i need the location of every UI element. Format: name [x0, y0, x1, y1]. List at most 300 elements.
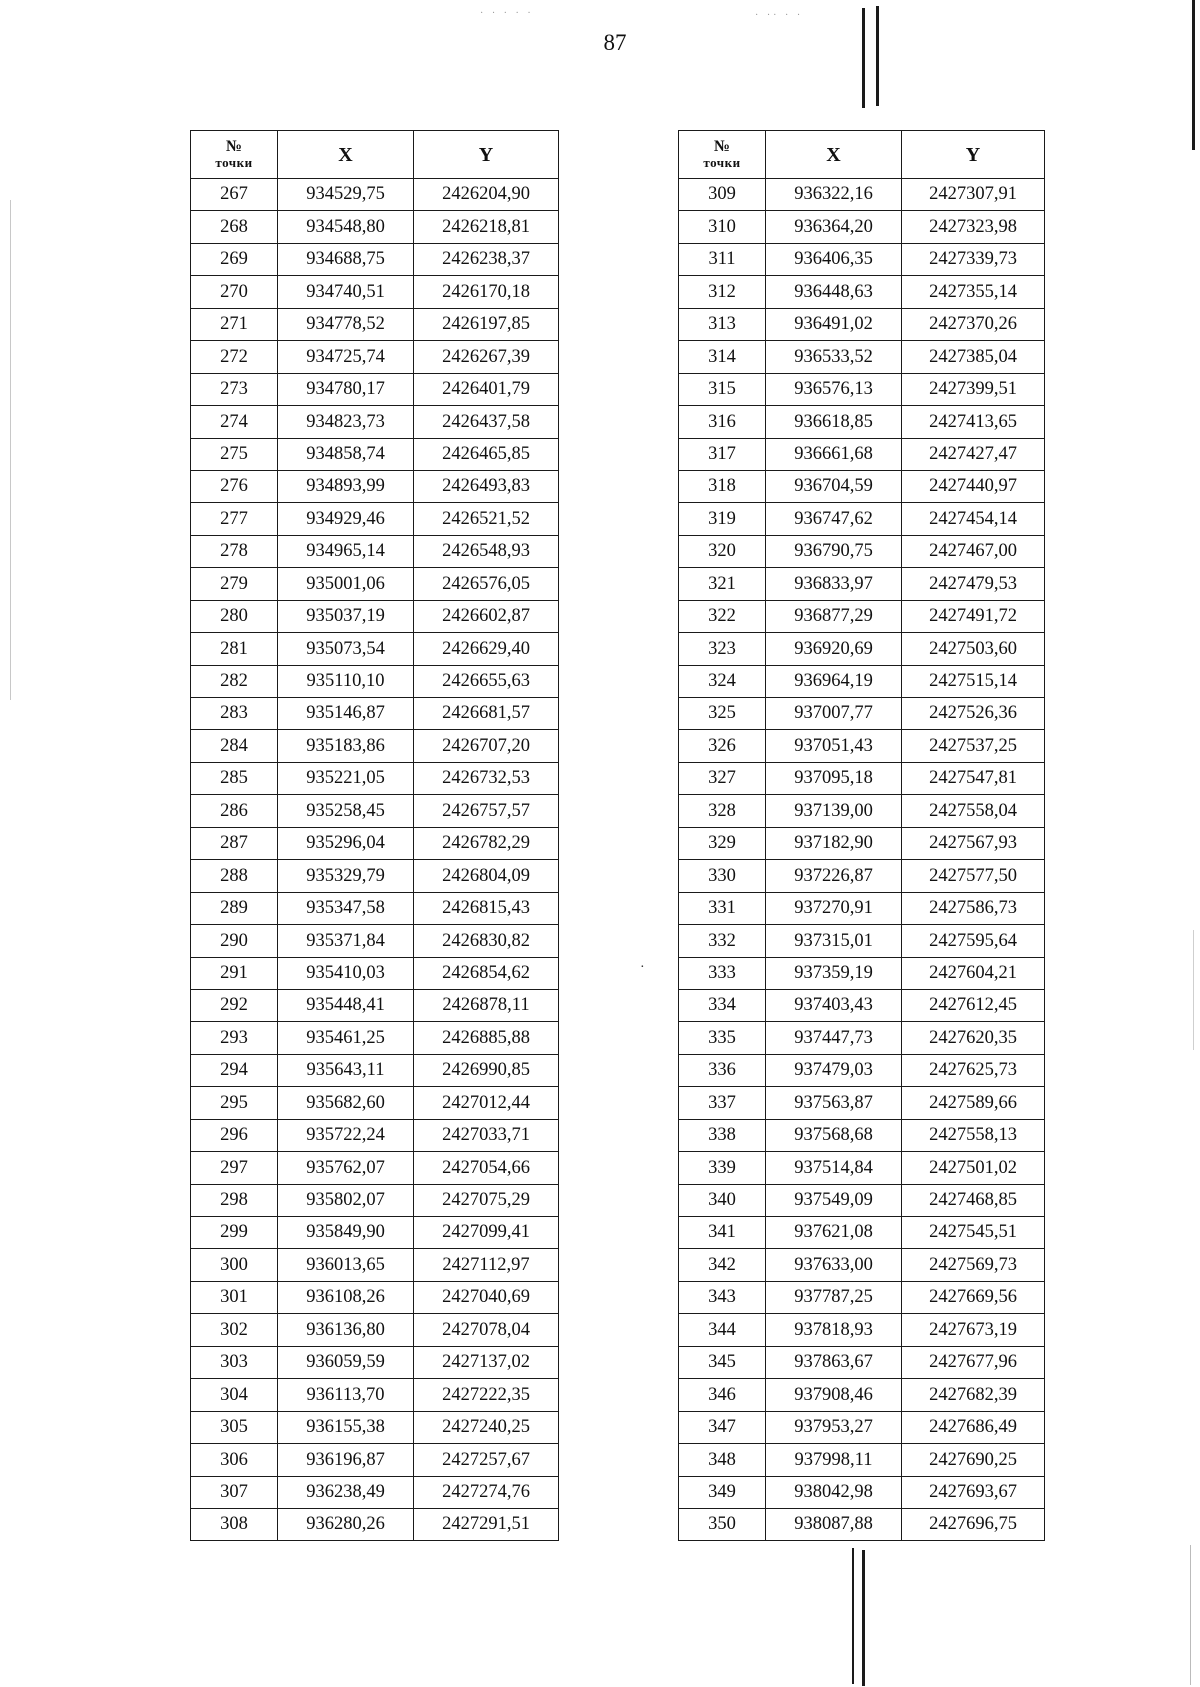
point-number-cell: 282	[191, 665, 278, 697]
y-coordinate-cell: 2426197,85	[414, 308, 559, 340]
point-number-cell: 293	[191, 1022, 278, 1054]
x-coordinate-cell: 934965,14	[278, 535, 414, 567]
x-coordinate-cell: 937139,00	[766, 795, 902, 827]
y-coordinate-cell: 2426465,85	[414, 438, 559, 470]
table-row	[679, 1054, 1045, 1086]
point-number-cell: 270	[191, 276, 278, 308]
page-number: 87	[603, 30, 627, 55]
table-row	[679, 1476, 1045, 1508]
point-number-cell: 284	[191, 730, 278, 762]
x-coordinate-cell: 937514,84	[766, 1152, 902, 1184]
y-coordinate-cell: 2427222,35	[414, 1379, 559, 1411]
point-number-cell: 311	[679, 243, 766, 275]
table-row	[191, 600, 559, 632]
y-coordinate-cell: 2426548,93	[414, 535, 559, 567]
y-coordinate-cell: 2426854,62	[414, 957, 559, 989]
point-number-cell: 340	[679, 1184, 766, 1216]
y-coordinate-cell: 2426576,05	[414, 568, 559, 600]
point-number-cell: 324	[679, 665, 766, 697]
point-number-cell: 338	[679, 1119, 766, 1151]
table-row	[679, 308, 1045, 340]
point-number-cell: 333	[679, 957, 766, 989]
point-number-cell: 276	[191, 470, 278, 502]
point-number-cell: 326	[679, 730, 766, 762]
y-coordinate-cell: 2426707,20	[414, 730, 559, 762]
point-number-cell: 268	[191, 211, 278, 243]
y-coordinate-cell: 2426732,53	[414, 762, 559, 794]
y-coordinate-cell: 2427468,85	[902, 1184, 1045, 1216]
point-number-cell: 302	[191, 1314, 278, 1346]
table-row	[191, 1152, 559, 1184]
table-row	[191, 925, 559, 957]
y-coordinate-cell: 2427399,51	[902, 373, 1045, 405]
table-row	[679, 470, 1045, 502]
x-coordinate-cell: 935682,60	[278, 1087, 414, 1119]
point-number-cell: 335	[679, 1022, 766, 1054]
y-coordinate-cell: 2426990,85	[414, 1054, 559, 1086]
point-number-cell: 275	[191, 438, 278, 470]
y-coordinate-cell: 2426815,43	[414, 892, 559, 924]
point-number-cell: 312	[679, 276, 766, 308]
x-coordinate-cell: 937447,73	[766, 1022, 902, 1054]
point-number-cell: 292	[191, 989, 278, 1021]
scan-artifact-line	[1192, 0, 1195, 150]
table-row	[191, 373, 559, 405]
x-coordinate-cell: 936136,80	[278, 1314, 414, 1346]
y-coordinate-cell: 2426830,82	[414, 925, 559, 957]
table-row	[191, 1184, 559, 1216]
point-number-cell: 339	[679, 1152, 766, 1184]
y-coordinate-cell: 2427257,67	[414, 1444, 559, 1476]
point-number-cell: 323	[679, 633, 766, 665]
point-number-cell: 303	[191, 1346, 278, 1378]
scan-artifact-line	[1193, 930, 1194, 1050]
y-header: Y	[414, 131, 559, 179]
x-coordinate-cell: 936920,69	[766, 633, 902, 665]
y-coordinate-cell: 2426782,29	[414, 827, 559, 859]
table-row	[679, 795, 1045, 827]
x-coordinate-cell: 936533,52	[766, 341, 902, 373]
x-coordinate-cell: 937007,77	[766, 698, 902, 730]
scan-artifact-line	[862, 1550, 865, 1686]
table-row	[679, 1119, 1045, 1151]
y-coordinate-cell: 2426521,52	[414, 503, 559, 535]
x-coordinate-cell: 937479,03	[766, 1054, 902, 1086]
table-row	[679, 665, 1045, 697]
point-number-cell: 271	[191, 308, 278, 340]
x-coordinate-cell: 937787,25	[766, 1281, 902, 1313]
point-number-cell: 327	[679, 762, 766, 794]
point-number-cell: 274	[191, 406, 278, 438]
x-coordinate-cell: 937226,87	[766, 860, 902, 892]
y-coordinate-cell: 2427503,60	[902, 633, 1045, 665]
point-number-cell: 350	[679, 1508, 766, 1540]
x-coordinate-cell: 934858,74	[278, 438, 414, 470]
x-coordinate-cell: 936618,85	[766, 406, 902, 438]
y-coordinate-cell: 2427355,14	[902, 276, 1045, 308]
y-coordinate-cell: 2427690,25	[902, 1444, 1045, 1476]
x-coordinate-cell: 937359,19	[766, 957, 902, 989]
x-coordinate-cell: 934823,73	[278, 406, 414, 438]
scan-artifact-line	[10, 200, 11, 700]
x-coordinate-cell: 937095,18	[766, 762, 902, 794]
point-number-cell: 288	[191, 860, 278, 892]
point-number-cell: 329	[679, 827, 766, 859]
point-number-cell: 313	[679, 308, 766, 340]
point-number-cell: 344	[679, 1314, 766, 1346]
y-coordinate-cell: 2427669,56	[902, 1281, 1045, 1313]
point-number-cell: 280	[191, 600, 278, 632]
y-coordinate-cell: 2427537,25	[902, 730, 1045, 762]
y-coordinate-cell: 2426218,81	[414, 211, 559, 243]
point-number-cell: 289	[191, 892, 278, 924]
x-coordinate-cell: 936704,59	[766, 470, 902, 502]
table-row	[679, 535, 1045, 567]
y-coordinate-cell: 2426437,58	[414, 406, 559, 438]
table-row	[191, 243, 559, 275]
table-header-row	[679, 131, 1045, 179]
table-row	[191, 1119, 559, 1151]
point-number-cell: 305	[191, 1411, 278, 1443]
point-number-cell: 297	[191, 1152, 278, 1184]
point-number-cell: 343	[679, 1281, 766, 1313]
table-row	[191, 1054, 559, 1086]
y-coordinate-cell: 2426267,39	[414, 341, 559, 373]
point-number-cell: 345	[679, 1346, 766, 1378]
table-row	[191, 1476, 559, 1508]
x-coordinate-cell: 934778,52	[278, 308, 414, 340]
table-row	[191, 1346, 559, 1378]
table-row	[191, 568, 559, 600]
x-coordinate-cell: 935371,84	[278, 925, 414, 957]
table-row	[679, 1508, 1045, 1540]
y-coordinate-cell: 2427558,04	[902, 795, 1045, 827]
table-row	[679, 211, 1045, 243]
point-number-cell: 296	[191, 1119, 278, 1151]
y-coordinate-cell: 2427454,14	[902, 503, 1045, 535]
y-coordinate-cell: 2427427,47	[902, 438, 1045, 470]
x-header: X	[766, 131, 902, 179]
table-row	[679, 730, 1045, 762]
point-number-cell: 277	[191, 503, 278, 535]
y-coordinate-cell: 2427673,19	[902, 1314, 1045, 1346]
x-coordinate-cell: 934529,75	[278, 179, 414, 211]
x-coordinate-cell: 937998,11	[766, 1444, 902, 1476]
point-number-cell: 287	[191, 827, 278, 859]
scan-artifact-dots: · ·· · ·	[755, 10, 804, 21]
y-coordinate-cell: 2427693,67	[902, 1476, 1045, 1508]
y-coordinate-cell: 2427467,00	[902, 535, 1045, 567]
y-coordinate-cell: 2426629,40	[414, 633, 559, 665]
x-coordinate-cell: 936364,20	[766, 211, 902, 243]
point-number-cell: 281	[191, 633, 278, 665]
x-coordinate-cell: 934893,99	[278, 470, 414, 502]
table-row	[191, 957, 559, 989]
x-coordinate-cell: 937563,87	[766, 1087, 902, 1119]
table-row	[191, 341, 559, 373]
table-row	[191, 1249, 559, 1281]
y-coordinate-cell: 2427501,02	[902, 1152, 1045, 1184]
y-coordinate-cell: 2427620,35	[902, 1022, 1045, 1054]
table-row	[679, 438, 1045, 470]
x-coordinate-cell: 935183,86	[278, 730, 414, 762]
point-number-cell: 334	[679, 989, 766, 1021]
x-coordinate-cell: 934740,51	[278, 276, 414, 308]
y-header: Y	[902, 131, 1045, 179]
x-coordinate-cell: 936747,62	[766, 503, 902, 535]
x-coordinate-cell: 937908,46	[766, 1379, 902, 1411]
x-coordinate-cell: 937403,43	[766, 989, 902, 1021]
table-row	[191, 1087, 559, 1119]
y-coordinate-cell: 2427033,71	[414, 1119, 559, 1151]
number-sign: №	[713, 137, 731, 155]
x-coordinate-cell: 935258,45	[278, 795, 414, 827]
y-coordinate-cell: 2427385,04	[902, 341, 1045, 373]
x-header: X	[278, 131, 414, 179]
table-row	[191, 470, 559, 502]
x-coordinate-cell: 937568,68	[766, 1119, 902, 1151]
point-number-cell: 272	[191, 341, 278, 373]
table-row	[191, 633, 559, 665]
y-coordinate-cell: 2427078,04	[414, 1314, 559, 1346]
x-coordinate-cell: 936877,29	[766, 600, 902, 632]
table-body	[191, 179, 559, 1541]
y-coordinate-cell: 2426238,37	[414, 243, 559, 275]
y-coordinate-cell: 2426757,57	[414, 795, 559, 827]
x-coordinate-cell: 935073,54	[278, 633, 414, 665]
y-coordinate-cell: 2426602,87	[414, 600, 559, 632]
point-number-cell: 336	[679, 1054, 766, 1086]
point-number-header	[679, 131, 766, 179]
y-coordinate-cell: 2426878,11	[414, 989, 559, 1021]
point-number-cell: 286	[191, 795, 278, 827]
y-coordinate-cell: 2427569,73	[902, 1249, 1045, 1281]
y-coordinate-cell: 2427686,49	[902, 1411, 1045, 1443]
x-coordinate-cell: 936013,65	[278, 1249, 414, 1281]
y-coordinate-cell: 2427677,96	[902, 1346, 1045, 1378]
point-number-cell: 346	[679, 1379, 766, 1411]
table-row	[191, 1022, 559, 1054]
y-coordinate-cell: 2427526,36	[902, 698, 1045, 730]
point-number-cell: 317	[679, 438, 766, 470]
y-coordinate-cell: 2427479,53	[902, 568, 1045, 600]
point-number-cell: 341	[679, 1217, 766, 1249]
y-coordinate-cell: 2427054,66	[414, 1152, 559, 1184]
point-number-cell: 269	[191, 243, 278, 275]
x-coordinate-cell: 934929,46	[278, 503, 414, 535]
y-coordinate-cell: 2427682,39	[902, 1379, 1045, 1411]
scan-artifact-line	[876, 6, 879, 106]
x-coordinate-cell: 936491,02	[766, 308, 902, 340]
point-number-cell: 321	[679, 568, 766, 600]
table-row	[191, 1314, 559, 1346]
point-number-cell: 304	[191, 1379, 278, 1411]
table-row	[679, 827, 1045, 859]
x-coordinate-cell: 935410,03	[278, 957, 414, 989]
point-number-cell: 308	[191, 1508, 278, 1540]
scan-artifact-dots: · · · · ·	[480, 8, 534, 19]
coordinates-table-right	[678, 130, 1045, 1541]
x-coordinate-cell: 938087,88	[766, 1508, 902, 1540]
y-coordinate-cell: 2426401,79	[414, 373, 559, 405]
table-row	[679, 1022, 1045, 1054]
table-header-row	[191, 131, 559, 179]
table-row	[191, 1411, 559, 1443]
y-coordinate-cell: 2427589,66	[902, 1087, 1045, 1119]
point-number-cell: 337	[679, 1087, 766, 1119]
table-row	[679, 406, 1045, 438]
y-coordinate-cell: 2427491,72	[902, 600, 1045, 632]
x-coordinate-cell: 934780,17	[278, 373, 414, 405]
x-coordinate-cell: 934725,74	[278, 341, 414, 373]
point-number-cell: 278	[191, 535, 278, 567]
y-coordinate-cell: 2427099,41	[414, 1217, 559, 1249]
point-number-cell: 301	[191, 1281, 278, 1313]
x-coordinate-cell: 935221,05	[278, 762, 414, 794]
point-number-cell: 300	[191, 1249, 278, 1281]
y-coordinate-cell: 2427040,69	[414, 1281, 559, 1313]
table-row	[679, 1346, 1045, 1378]
y-coordinate-cell: 2427274,76	[414, 1476, 559, 1508]
table-row	[679, 1281, 1045, 1313]
table-row	[679, 1217, 1045, 1249]
point-number-cell: 295	[191, 1087, 278, 1119]
x-coordinate-cell: 936833,97	[766, 568, 902, 600]
y-coordinate-cell: 2427339,73	[902, 243, 1045, 275]
table-row	[679, 1184, 1045, 1216]
point-number-cell: 279	[191, 568, 278, 600]
y-coordinate-cell: 2427137,02	[414, 1346, 559, 1378]
scan-artifact-line	[1190, 1545, 1191, 1685]
table-row	[679, 276, 1045, 308]
y-coordinate-cell: 2426170,18	[414, 276, 559, 308]
table-row	[679, 600, 1045, 632]
table-row	[191, 827, 559, 859]
y-coordinate-cell: 2427240,25	[414, 1411, 559, 1443]
table-row	[679, 860, 1045, 892]
y-coordinate-cell: 2427291,51	[414, 1508, 559, 1540]
table-row	[191, 698, 559, 730]
x-coordinate-cell: 935643,11	[278, 1054, 414, 1086]
x-coordinate-cell: 935762,07	[278, 1152, 414, 1184]
table-row	[679, 373, 1045, 405]
x-coordinate-cell: 936108,26	[278, 1281, 414, 1313]
point-number-cell: 318	[679, 470, 766, 502]
table-row	[679, 925, 1045, 957]
x-coordinate-cell: 934688,75	[278, 243, 414, 275]
table-row	[191, 1379, 559, 1411]
point-number-cell: 330	[679, 860, 766, 892]
y-coordinate-cell: 2426204,90	[414, 179, 559, 211]
y-coordinate-cell: 2427515,14	[902, 665, 1045, 697]
point-number-cell: 322	[679, 600, 766, 632]
x-coordinate-cell: 936964,19	[766, 665, 902, 697]
point-number-cell: 299	[191, 1217, 278, 1249]
y-coordinate-cell: 2427696,75	[902, 1508, 1045, 1540]
y-coordinate-cell: 2427307,91	[902, 179, 1045, 211]
y-coordinate-cell: 2427586,73	[902, 892, 1045, 924]
point-number-cell: 325	[679, 698, 766, 730]
table-row	[191, 665, 559, 697]
x-coordinate-cell: 934548,80	[278, 211, 414, 243]
y-coordinate-cell: 2427625,73	[902, 1054, 1045, 1086]
x-coordinate-cell: 935448,41	[278, 989, 414, 1021]
table-row	[191, 989, 559, 1021]
table-row	[679, 957, 1045, 989]
scan-artifact-line	[852, 1548, 854, 1684]
point-number-header	[191, 131, 278, 179]
table-row	[191, 308, 559, 340]
point-number-cell: 320	[679, 535, 766, 567]
table-row	[191, 276, 559, 308]
x-coordinate-cell: 936280,26	[278, 1508, 414, 1540]
table-row	[679, 1314, 1045, 1346]
x-coordinate-cell: 937549,09	[766, 1184, 902, 1216]
x-coordinate-cell: 936155,38	[278, 1411, 414, 1443]
table-row	[191, 1217, 559, 1249]
x-coordinate-cell: 935037,19	[278, 600, 414, 632]
number-word: точки	[215, 154, 253, 170]
y-coordinate-cell: 2427604,21	[902, 957, 1045, 989]
y-coordinate-cell: 2427595,64	[902, 925, 1045, 957]
point-number-cell: 283	[191, 698, 278, 730]
y-coordinate-cell: 2427413,65	[902, 406, 1045, 438]
table-row	[679, 698, 1045, 730]
point-number-cell: 348	[679, 1444, 766, 1476]
y-coordinate-cell: 2427612,45	[902, 989, 1045, 1021]
y-coordinate-cell: 2426655,63	[414, 665, 559, 697]
x-coordinate-cell: 937863,67	[766, 1346, 902, 1378]
y-coordinate-cell: 2427075,29	[414, 1184, 559, 1216]
point-number-cell: 347	[679, 1411, 766, 1443]
table-row	[679, 1379, 1045, 1411]
y-coordinate-cell: 2427323,98	[902, 211, 1045, 243]
x-coordinate-cell: 937953,27	[766, 1411, 902, 1443]
point-number-cell: 307	[191, 1476, 278, 1508]
x-coordinate-cell: 935329,79	[278, 860, 414, 892]
x-coordinate-cell: 936059,59	[278, 1346, 414, 1378]
table-row	[679, 1152, 1045, 1184]
table-row	[679, 341, 1045, 373]
x-coordinate-cell: 935802,07	[278, 1184, 414, 1216]
number-word: точки	[703, 154, 741, 170]
point-number-cell: 298	[191, 1184, 278, 1216]
x-coordinate-cell: 935110,10	[278, 665, 414, 697]
coordinates-table-left	[190, 130, 559, 1541]
table-row	[679, 1411, 1045, 1443]
point-number-cell: 314	[679, 341, 766, 373]
y-coordinate-cell: 2426681,57	[414, 698, 559, 730]
table-row	[679, 633, 1045, 665]
x-coordinate-cell: 937621,08	[766, 1217, 902, 1249]
table-row	[191, 860, 559, 892]
table-body	[679, 179, 1045, 1541]
point-number-cell: 273	[191, 373, 278, 405]
point-number-cell: 349	[679, 1476, 766, 1508]
table-row	[679, 1087, 1045, 1119]
table-row	[679, 243, 1045, 275]
y-coordinate-cell: 2426493,83	[414, 470, 559, 502]
table-row	[191, 535, 559, 567]
table-row	[679, 568, 1045, 600]
point-number-cell: 328	[679, 795, 766, 827]
x-coordinate-cell: 936661,68	[766, 438, 902, 470]
x-coordinate-cell: 936576,13	[766, 373, 902, 405]
point-number-cell: 332	[679, 925, 766, 957]
number-sign: №	[225, 137, 243, 155]
y-coordinate-cell: 2427012,44	[414, 1087, 559, 1119]
table-row	[191, 179, 559, 211]
